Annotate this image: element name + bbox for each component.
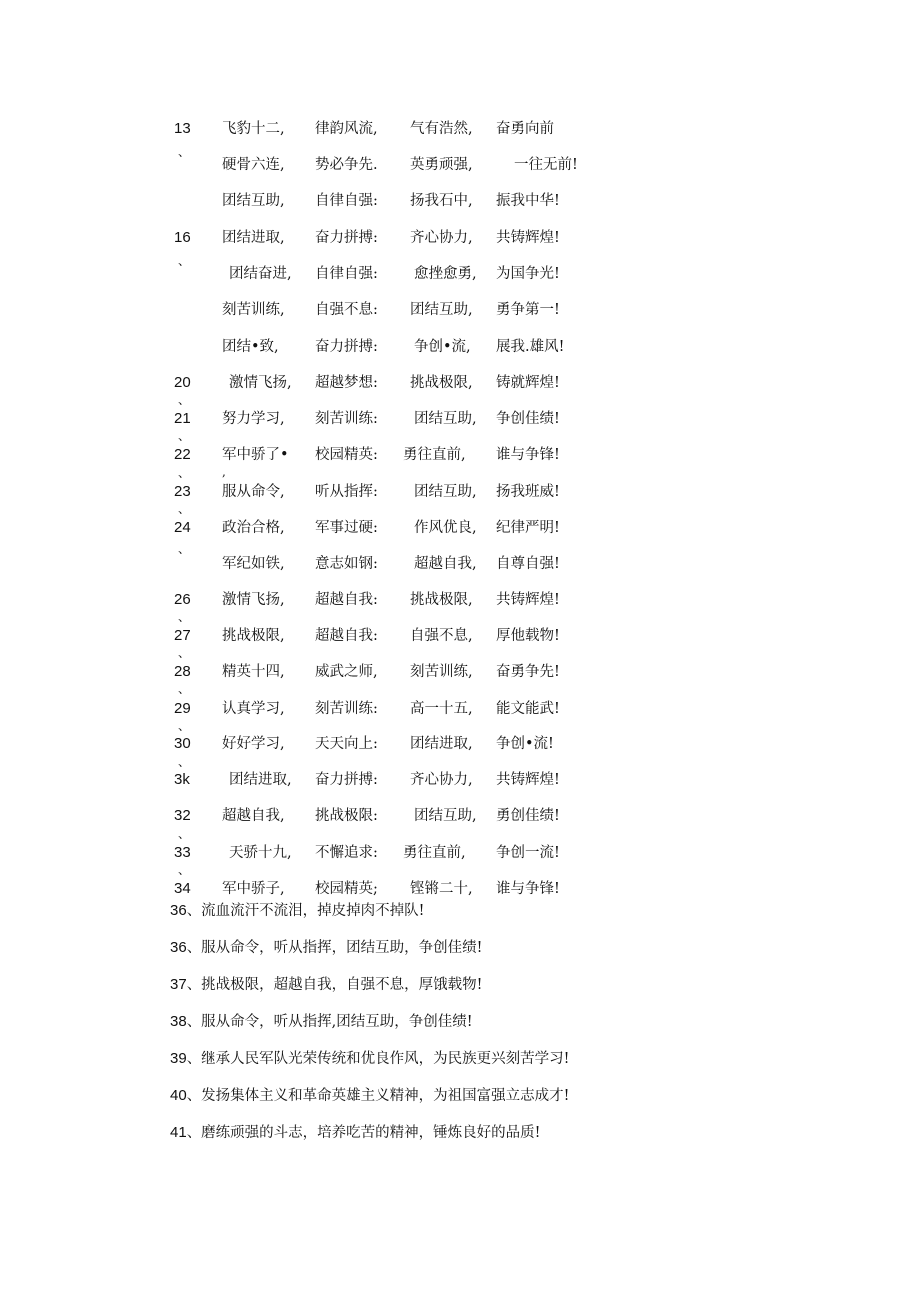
slogan-phrase: 扬我班威! <box>496 484 560 500</box>
slogan-phrase: 为国争光! <box>496 266 560 282</box>
slogan-phrase: 听从指挥: <box>315 484 378 500</box>
slogan-phrase: 天骄十九, <box>229 845 292 861</box>
row-number: 32 <box>174 807 191 824</box>
slogan-phrase: 铿锵二十, <box>410 881 473 897</box>
slogan-phrase: 勇往直前, <box>403 447 466 463</box>
row-number: 29 <box>174 700 191 717</box>
slogan-phrase: 争创•流! <box>496 736 554 752</box>
sentence-text: 、服从命令，听从指挥，团结互助，争创佳绩! <box>186 940 483 956</box>
slogan-phrase: 谁与争锋! <box>496 881 560 897</box>
slogan-phrase: 奋力拼搏: <box>315 772 378 788</box>
slogan-phrase: 团结互助, <box>414 808 477 824</box>
slogan-phrase: 刻苦训练: <box>315 701 378 717</box>
slogan-phrase: 团结进取, <box>229 772 292 788</box>
slogan-phrase: 奋力拼搏: <box>315 230 378 246</box>
slogan-phrase: 团结互助, <box>410 302 473 318</box>
slogan-phrase: 团结•致, <box>222 339 279 355</box>
row-separator: 、 <box>178 542 191 556</box>
sentence-number: 41 <box>170 1124 187 1141</box>
row-number: 22 <box>174 446 191 463</box>
slogan-phrase: 作风优良, <box>414 520 477 536</box>
slogan-phrase: 团结互助, <box>414 411 477 427</box>
slogan-phrase: 高一十五, <box>410 701 473 717</box>
slogan-phrase: 精英十四, <box>222 664 285 680</box>
sentence-text: 、服从命令，听从指挥,团结互助，争创佳绩! <box>186 1014 473 1030</box>
slogan-phrase: 天天向上: <box>315 736 378 752</box>
slogan-phrase: 勇创佳绩! <box>496 808 560 824</box>
slogan-sentence <box>170 975 483 995</box>
slogan-phrase: 争创一流! <box>496 845 560 861</box>
row-number: 30 <box>174 735 191 752</box>
slogan-phrase: 能文能武! <box>496 701 560 717</box>
slogan-sentence <box>170 1012 473 1032</box>
row-separator: 、 <box>178 429 191 443</box>
sentence-number: 40 <box>170 1087 187 1104</box>
slogan-phrase: 共铸辉煌! <box>496 592 560 608</box>
slogan-phrase: 振我中华! <box>496 193 560 209</box>
slogan-phrase: 争创•流, <box>414 339 471 355</box>
row-separator: 、 <box>178 827 191 841</box>
sentence-number: 36 <box>170 939 187 956</box>
slogan-phrase: 自强不息: <box>315 302 378 318</box>
slogan-phrase: 齐心协力, <box>410 772 473 788</box>
slogan-phrase: 铸就辉煌! <box>496 375 560 391</box>
slogan-phrase: 扬我石中, <box>410 193 473 209</box>
row-number: 3k <box>174 771 190 788</box>
sentence-text: 、磨练顽强的斗志，培养吃苦的精神，锤炼良好的品质! <box>186 1125 541 1141</box>
slogan-phrase: 共铸辉煌! <box>496 772 560 788</box>
slogan-phrase: 超越自我, <box>222 808 285 824</box>
sentence-text: 、继承人民军队光荣传统和优良作风，为民族更兴刻苦学习! <box>186 1051 570 1067</box>
slogan-phrase: 军事过硬: <box>315 520 378 536</box>
row-number: 27 <box>174 627 191 644</box>
row-separator: 、 <box>178 719 191 733</box>
slogan-phrase: 挑战极限: <box>315 808 378 824</box>
slogan-phrase: 团结奋进, <box>229 266 292 282</box>
slogan-phrase: 挑战极限, <box>410 375 473 391</box>
slogan-phrase: 好好学习, <box>222 736 285 752</box>
slogan-phrase: 军中骄子, <box>222 881 285 897</box>
slogan-phrase: 超越自我: <box>315 592 378 608</box>
row-separator: 、 <box>178 646 191 660</box>
row-separator: 、 <box>178 755 191 769</box>
slogan-phrase: 气有浩然, <box>410 121 473 137</box>
slogan-phrase: 激情飞扬, <box>222 592 285 608</box>
slogan-phrase: 超越自我: <box>315 628 378 644</box>
slogan-sentence <box>170 1086 570 1106</box>
row-separator: 、 <box>178 393 191 407</box>
slogan-phrase: 挑战极限, <box>222 628 285 644</box>
slogan-phrase: 自律自强: <box>315 193 378 209</box>
row-number: 20 <box>174 374 191 391</box>
slogan-phrase: 认真学习, <box>222 701 285 717</box>
row-separator: 、 <box>178 466 191 480</box>
slogan-phrase: 一往无前! <box>514 157 578 173</box>
sentence-text: 、流血流汗不流泪，掉皮掉肉不掉队! <box>186 903 425 919</box>
slogan-phrase: 纪律严明! <box>496 520 560 536</box>
slogan-phrase: 势必争先. <box>315 157 378 173</box>
row-separator: 、 <box>178 682 191 696</box>
slogan-phrase: 自尊自强! <box>496 556 560 572</box>
sentence-number: 36 <box>170 902 187 919</box>
slogan-phrase: 团结进取, <box>410 736 473 752</box>
stray-comma: , <box>222 465 226 479</box>
row-number: 16 <box>174 229 191 246</box>
slogan-phrase: 争创佳绩! <box>496 411 560 427</box>
slogan-phrase: 威武之师, <box>315 664 378 680</box>
slogan-phrase: 刻苦训练, <box>222 302 285 318</box>
row-separator: 、 <box>178 863 191 877</box>
row-number: 33 <box>174 844 191 861</box>
slogan-phrase: 厚他载物! <box>496 628 560 644</box>
row-separator: 、 <box>178 254 191 268</box>
slogan-phrase: 勇往直前, <box>403 845 466 861</box>
slogan-phrase: 齐心协力, <box>410 230 473 246</box>
sentence-text: 、挑战极限，超越自我，自强不息，厚饿载物! <box>186 977 483 993</box>
slogan-phrase: 自律自强: <box>315 266 378 282</box>
slogan-phrase: 意志如钢: <box>315 556 378 572</box>
slogan-phrase: 自强不息, <box>410 628 473 644</box>
slogan-phrase: 展我.雄风! <box>496 339 565 355</box>
slogan-phrase: 团结互助, <box>222 193 285 209</box>
slogan-phrase: 军中骄了• <box>222 447 289 463</box>
sentence-number: 37 <box>170 976 187 993</box>
slogan-phrase: 奋力拼搏: <box>315 339 378 355</box>
slogan-phrase: 愈挫愈勇, <box>414 266 477 282</box>
slogan-phrase: 团结互助, <box>414 484 477 500</box>
row-number: 21 <box>174 410 191 427</box>
slogan-phrase: 刻苦训练: <box>315 411 378 427</box>
row-number: 24 <box>174 519 191 536</box>
slogan-sentence <box>170 901 425 921</box>
slogan-phrase: 硬骨六连, <box>222 157 285 173</box>
slogan-phrase: 超越自我, <box>414 556 477 572</box>
slogan-phrase: 飞豹十二, <box>222 121 285 137</box>
row-separator: 、 <box>178 502 191 516</box>
slogan-phrase: 英勇顽强, <box>410 157 473 173</box>
slogan-phrase: 努力学习, <box>222 411 285 427</box>
row-separator: 、 <box>178 610 191 624</box>
row-number: 13 <box>174 120 191 137</box>
row-number: 23 <box>174 483 191 500</box>
slogan-phrase: 奋勇向前 <box>496 121 554 137</box>
slogan-phrase: 团结进取, <box>222 230 285 246</box>
slogan-phrase: 超越梦想: <box>315 375 378 391</box>
slogan-phrase: 校园精英; <box>315 881 378 897</box>
slogan-phrase: 服从命令, <box>222 484 285 500</box>
sentence-text: 、发扬集体主义和革命英雄主义精神，为祖国富强立志成才! <box>186 1088 570 1104</box>
slogan-phrase: 共铸辉煌! <box>496 230 560 246</box>
sentence-number: 39 <box>170 1050 187 1067</box>
slogan-phrase: 勇争第一! <box>496 302 560 318</box>
slogan-phrase: 挑战极限, <box>410 592 473 608</box>
slogan-phrase: 刻苦训练, <box>410 664 473 680</box>
sentence-number: 38 <box>170 1013 187 1030</box>
row-number: 26 <box>174 591 191 608</box>
slogan-sentence <box>170 1049 570 1069</box>
slogan-phrase: 激情飞扬, <box>229 375 292 391</box>
slogan-phrase: 政治合格, <box>222 520 285 536</box>
row-separator: 、 <box>178 145 191 159</box>
row-number: 34 <box>174 880 191 897</box>
slogan-phrase: 奋勇争先! <box>496 664 560 680</box>
slogan-phrase: 不懈追求: <box>315 845 378 861</box>
slogan-phrase: 军纪如铁, <box>222 556 285 572</box>
slogan-phrase: 谁与争锋! <box>496 447 560 463</box>
slogan-sentence <box>170 1123 541 1143</box>
slogan-sentence <box>170 938 483 958</box>
slogan-phrase: 律韵风流, <box>315 121 378 137</box>
slogan-phrase: 校园精英: <box>315 447 378 463</box>
row-number: 28 <box>174 663 191 680</box>
